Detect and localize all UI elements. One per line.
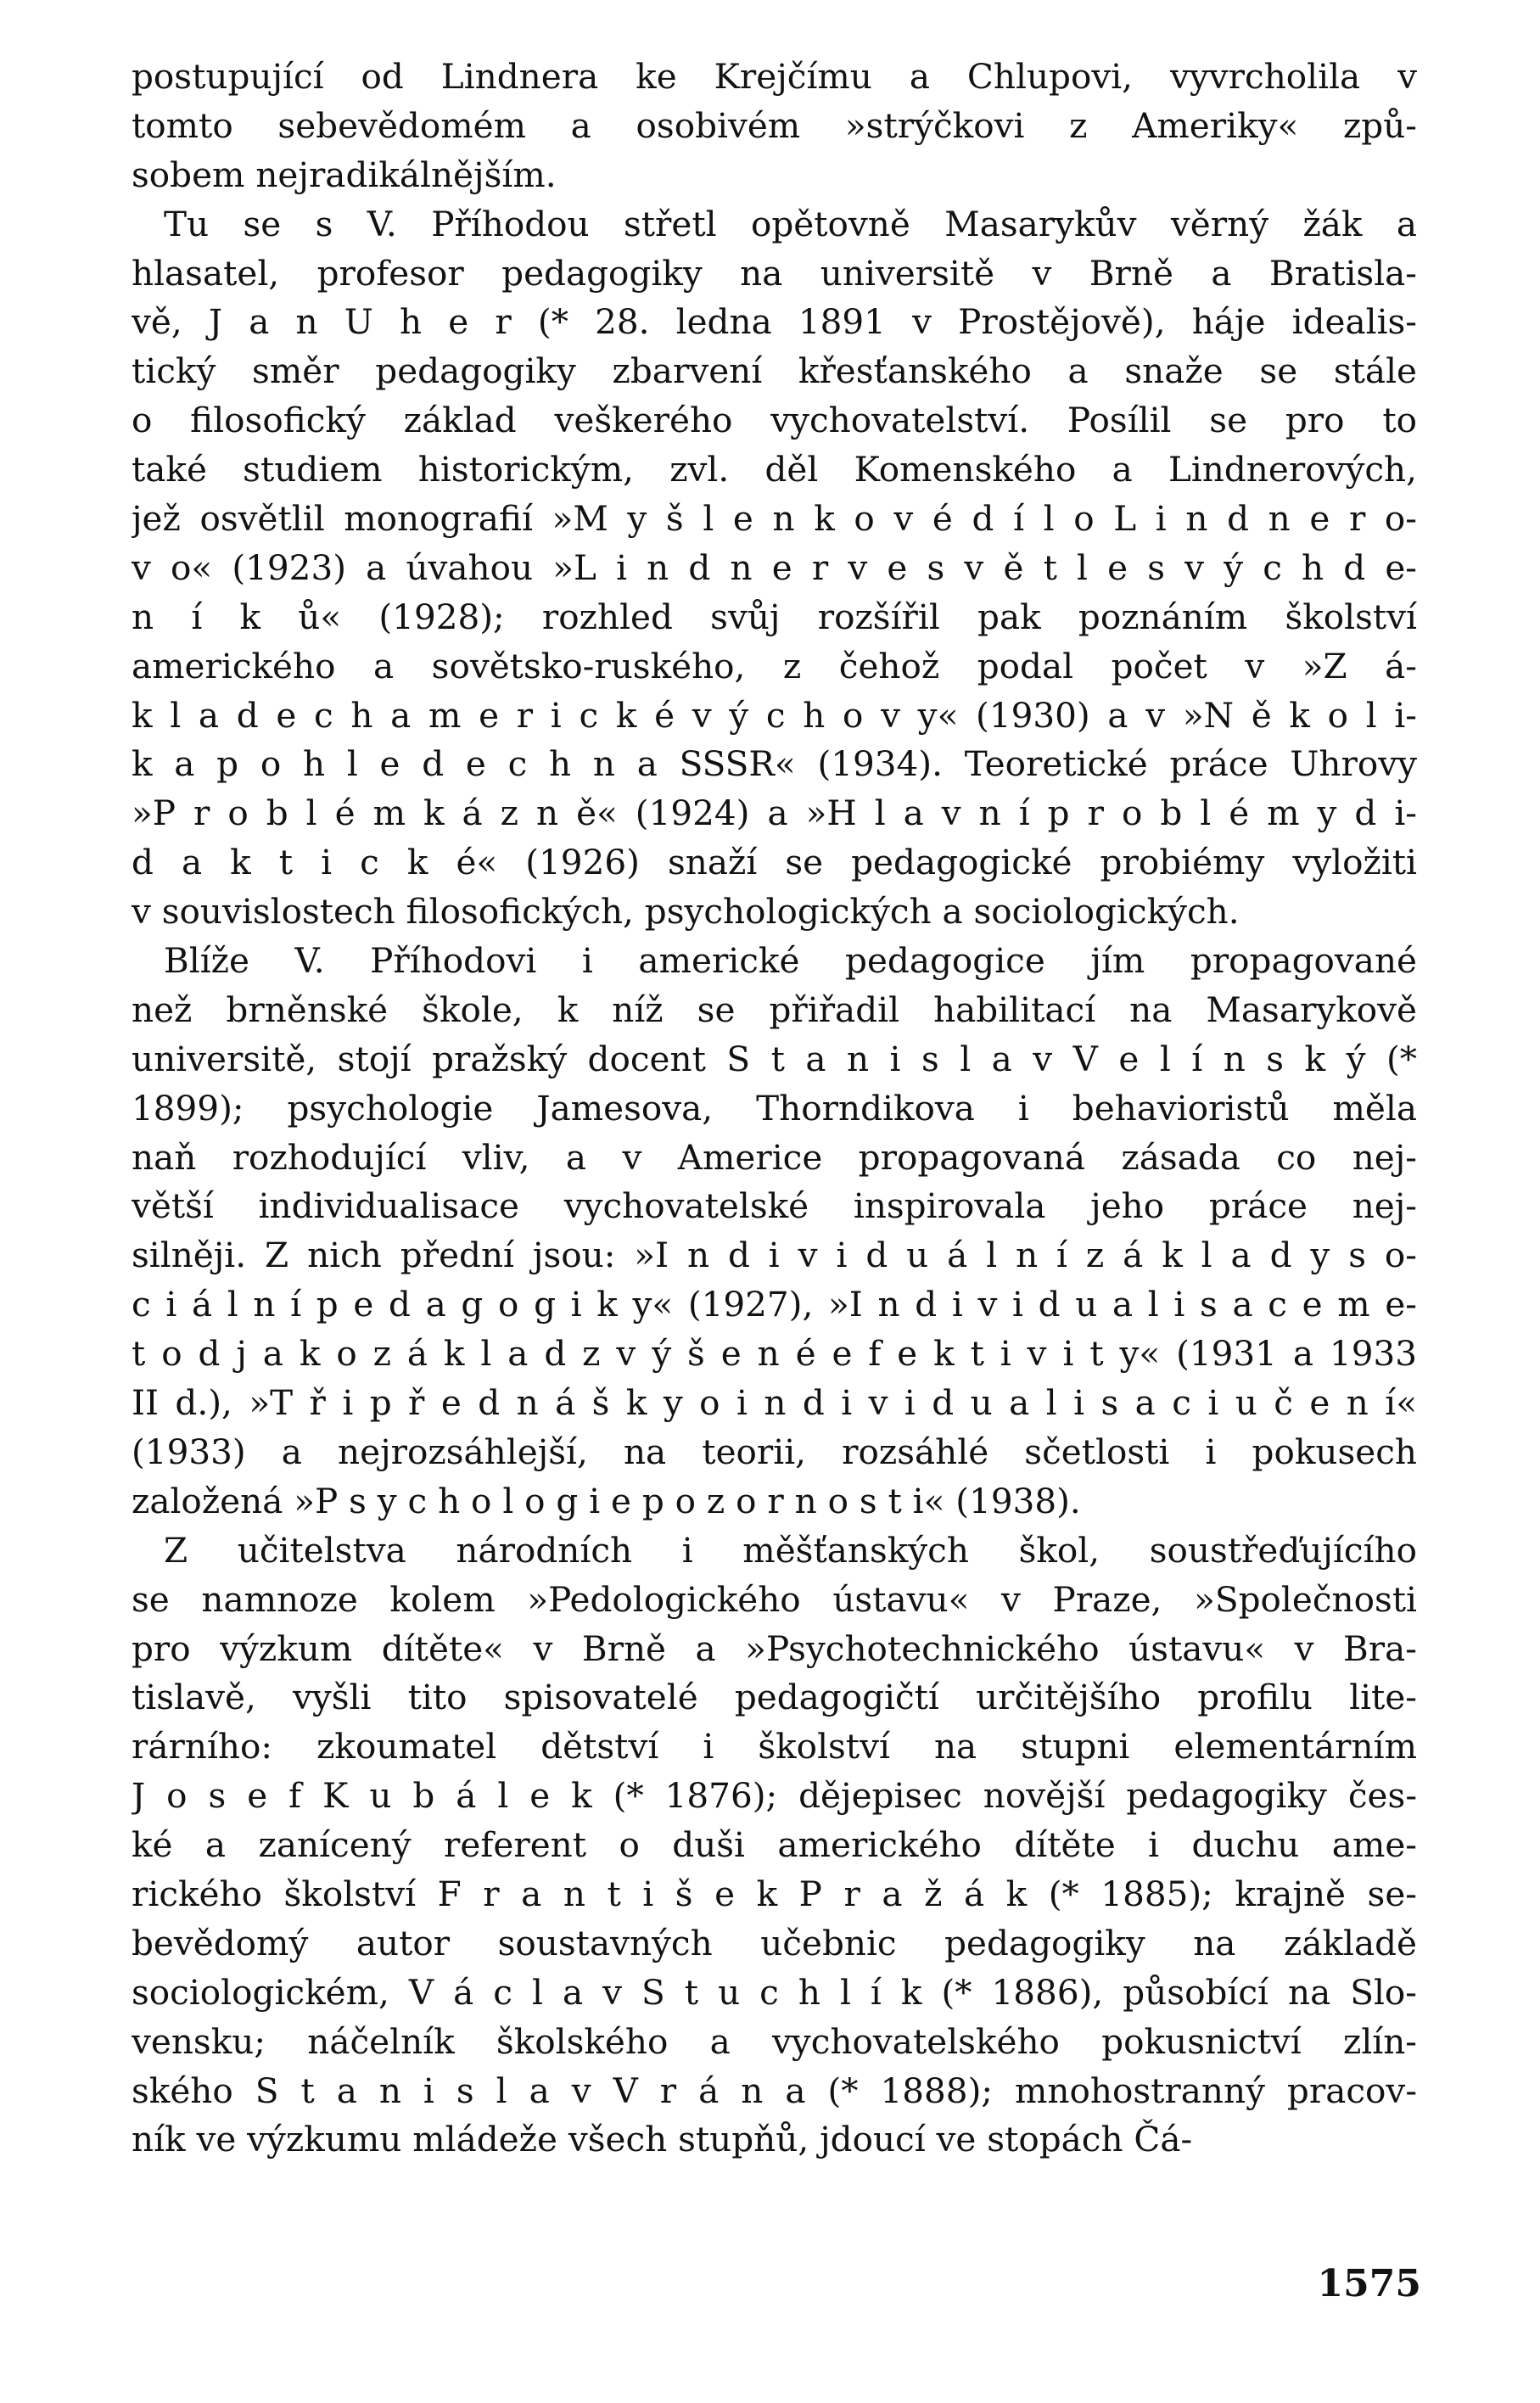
text-line: »P r o b l é m k á z n ě« (1924) a »H l a v n í p r o b l é m y d i- — [132, 793, 1417, 834]
text-line: J o s e f K u b á l e k (* 1876); dějepisec novější pedagogiky čes- — [132, 1775, 1417, 1817]
text-line: c i á l n í p e d a g o g i k y« (1927), »I n d i v i d u a l i s a c e m e- — [132, 1284, 1417, 1325]
text-line: Z učitelstva národních i měšťanských škol, soustřeďujícího — [164, 1529, 1417, 1571]
text-line: vensku; náčelník školského a vychovatelského pokusnictví zlín- — [132, 2020, 1417, 2062]
text-line: v o« (1923) a úvahou »L i n d n e r v e s v ě t l e s v ý c h d e- — [132, 546, 1417, 588]
text-line: k l a d e c h a m e r i c k é v ý c h o v y« (1930) a v »N ě k o l i- — [132, 694, 1417, 736]
page-number: 1575 — [1317, 2262, 1421, 2305]
text-line: d a k t i c k é« (1926) snaží se pedagogické probiémy vyložiti — [132, 842, 1417, 883]
text-line: ník ve výzkumu mládeže všech stupňů, jdoucí ve stopách Čá- — [132, 2119, 1193, 2160]
text-line: Blíže V. Příhodovi i americké pedagogice jím propagované — [164, 940, 1417, 982]
text-line: II d.), »T ř i p ř e d n á š k y o i n d i v i d u a l i s a c i u č e n í« — [132, 1382, 1417, 1424]
text-line: jež osvětlil monografií »M y š l e n k o v é d í l o L i n d n e r o- — [132, 498, 1417, 540]
text-line: o filosofický základ veškerého vychovatelství. Posílil se pro to — [132, 400, 1417, 441]
text-line: (1933) a nejrozsáhlejší, na teorii, rozsáhlé sčetlosti i pokusech — [132, 1431, 1417, 1472]
text-line: tomto sebevědomém a osobivém »strýčkovi z Ameriky« způ- — [132, 104, 1417, 146]
text-line: rárního: zkoumatel dětství i školství na stupni elementárním — [132, 1726, 1417, 1767]
text-line: bevědomý autor soustavných učebnic pedagogiky na základě — [132, 1922, 1417, 1963]
text-line: ké a zanícený referent o duši amerického dítěte i duchu ame- — [132, 1824, 1417, 1866]
text-line: než brněnské škole, k níž se přiřadil habilitací na Masarykově — [132, 989, 1417, 1030]
text-line: rického školství F r a n t i š e k P r a ž á k (* 1885); krajně se- — [132, 1873, 1417, 1914]
page-text-body — [132, 53, 1417, 2165]
text-line: naň rozhodující vliv, a v Americe propagovaná zásada co nej- — [132, 1136, 1417, 1178]
text-line: 1899); psychologie Jamesova, Thorndikova i behavioristů měla — [132, 1087, 1417, 1129]
text-line: sociologickém, V á c l a v S t u c h l í k (* 1886), působící na Slo- — [132, 1971, 1417, 2013]
text-line: hlasatel, profesor pedagogiky na universitě v Brně a Bratisla- — [132, 252, 1417, 294]
text-line: t o d j a k o z á k l a d z v ý š e n é e f e k t i v i t y« (1931 a 1933 — [132, 1333, 1417, 1375]
text-line: universitě, stojí pražský docent S t a n i s l a v V e l í n s k ý (* — [132, 1038, 1417, 1079]
text-line: tický směr pedagogiky zbarvení křesťanského a snaže se stále — [132, 350, 1417, 392]
text-line: také studiem historickým, zvl. děl Komenského a Lindnerových, — [132, 449, 1417, 490]
text-line: Tu se s V. Příhodou střetl opětovně Masarykův věrný žák a — [164, 203, 1417, 244]
text-line: v souvislostech filosofických, psychologických a sociologických. — [132, 891, 1240, 933]
text-line: větší individualisace vychovatelské inspirovala jeho práce nej- — [132, 1185, 1417, 1227]
text-line: vě, J a n U h e r (* 28. ledna 1891 v Prostějově), háje idealis- — [132, 301, 1417, 343]
text-line: sobem nejradikálnějším. — [132, 154, 557, 195]
text-line: se namnoze kolem »Pedologického ústavu« v Praze, »Společnosti — [132, 1578, 1417, 1620]
text-line: založená »P s y c h o l o g i e p o z o r n o s t i« (1938). — [132, 1480, 1081, 1521]
text-line: pro výzkum dítěte« v Brně a »Psychotechnického ústavu« v Bra- — [132, 1627, 1417, 1669]
text-line: ského S t a n i s l a v V r á n a (* 1888); mnohostranný pracov- — [132, 2070, 1417, 2111]
text-line: tislavě, vyšli tito spisovatelé pedagogičtí určitějšího profilu lite- — [132, 1677, 1417, 1718]
text-line: k a p o h l e d e c h n a SSSR« (1934). Teoretické práce Uhrovy — [132, 743, 1417, 785]
text-line: n í k ů« (1928); rozhled svůj rozšířil pak poznáním školství — [132, 596, 1417, 637]
text-line: postupující od Lindnera ke Krejčímu a Chlupovi, vyvrcholila v — [132, 56, 1417, 97]
text-line: amerického a sovětsko-ruského, z čehož podal počet v »Z á- — [132, 645, 1417, 686]
text-line: silněji. Z nich přední jsou: »I n d i v i d u á l n í z á k l a d y s o- — [132, 1235, 1417, 1276]
